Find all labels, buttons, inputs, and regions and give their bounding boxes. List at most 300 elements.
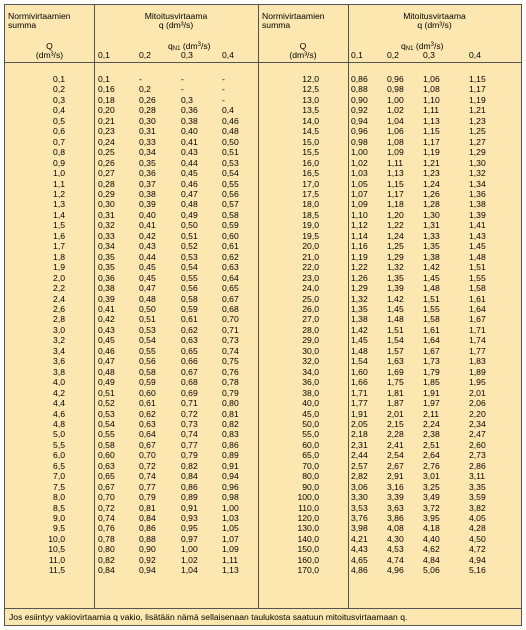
rate-cell: 0,54 [139, 335, 156, 346]
rate-cell: 1,31 [423, 220, 440, 231]
rate-label-line2: q (dm³/s) [417, 20, 452, 30]
rate-cell: 1,11 [222, 554, 239, 565]
rate-cell: 1,64 [423, 335, 440, 346]
rate-cell: 1,32 [387, 262, 404, 273]
rate-cell: 1,51 [469, 262, 486, 273]
q-cell: 8,5 [53, 502, 65, 513]
rate-cell: 1,51 [423, 293, 440, 304]
rate-cell: 0,63 [98, 460, 115, 471]
q-cell: 140,0 [297, 533, 319, 544]
rate-cell: 1,38 [351, 314, 368, 325]
rate-cell: - [222, 94, 225, 105]
rate-cell: 0,67 [181, 366, 198, 377]
rate-cell: 0,74 [222, 345, 239, 356]
rate-cell: 1,38 [423, 251, 440, 262]
rate-cell: - [181, 84, 184, 95]
rate-cell: 2,34 [469, 418, 486, 429]
rate-cell: 1,14 [351, 230, 368, 241]
rate-cell: 3,95 [423, 513, 440, 524]
rate-cell: 1,12 [351, 220, 368, 231]
rate-cell: 0,61 [222, 241, 239, 252]
q-cell: 6,5 [53, 460, 65, 471]
rate-cell: 0,73 [181, 418, 198, 429]
rate-cell: 0,91 [181, 502, 198, 513]
rate-cell: 1,21 [469, 105, 486, 116]
q-cell: 170,0 [297, 565, 319, 576]
rate-cell: 1,22 [351, 262, 368, 273]
rate-cell: 0,63 [222, 262, 239, 273]
q-label: Q [299, 41, 307, 51]
rate-cell: 0,36 [139, 168, 156, 179]
rate-cell: 2,60 [469, 439, 486, 450]
sum-label-line2: summa [262, 20, 291, 30]
rate-cell: 0,48 [181, 199, 198, 210]
rate-cell: 0,61 [139, 398, 156, 409]
rate-cell: 0,28 [98, 178, 115, 189]
right-rate-column-03 [423, 74, 440, 576]
rate-cell: 0,67 [139, 439, 156, 450]
q-cell: 4,4 [53, 398, 65, 409]
rate-cell: 0,55 [139, 345, 156, 356]
rate-cell: 2,51 [423, 439, 440, 450]
rate-cell: 0,35 [98, 251, 115, 262]
rate-cell: 1,77 [469, 345, 486, 356]
rate-cell: 0,49 [98, 377, 115, 388]
rate-label-line1: Mitoitusvirtaama [144, 11, 208, 21]
rate-cell: 0,29 [98, 188, 115, 199]
rate-cell: 1,45 [469, 241, 486, 252]
rate-cell: 0,50 [139, 303, 156, 314]
rate-cell: - [222, 74, 225, 84]
rate-cell: 0,41 [98, 303, 115, 314]
rate-cell: 0,60 [139, 387, 156, 398]
rate-cell: 1,02 [181, 554, 198, 565]
rate-cell: 0,65 [181, 345, 198, 356]
rate-cell: 4,50 [469, 533, 486, 544]
rate-cell: 4,62 [423, 544, 440, 555]
q-cell: 4,0 [53, 377, 65, 388]
rate-cell: 0,60 [222, 230, 239, 241]
rate-cell: 0,26 [98, 157, 115, 168]
rate-cell: 0,98 [351, 136, 368, 147]
q-cell: 3,0 [53, 324, 65, 335]
rate-cell: 1,71 [469, 324, 486, 335]
sum-label-line1: Normivirtaamien [262, 11, 325, 21]
rate-cell: 0,53 [98, 408, 115, 419]
q-cell: 2,2 [53, 283, 65, 294]
rate-cell: 0,50 [222, 136, 239, 147]
qn-label: $q_{N1}$ $(dm^3/s)$ [401, 41, 444, 52]
q-cell: 4,8 [53, 418, 65, 429]
rate-cell: 0,49 [181, 209, 198, 220]
rate-cell: 1,24 [387, 230, 404, 241]
rate-cell: 0,43 [98, 324, 115, 335]
rate-cell: 1,51 [387, 324, 404, 335]
q-cell: 5,5 [53, 439, 65, 450]
rate-cell: 0,93 [181, 513, 198, 524]
rate-cell: 1,06 [423, 74, 440, 84]
rate-cell: 1,95 [469, 377, 486, 388]
q-cell: 9,0 [53, 513, 65, 524]
rate-cell: 1,32 [351, 293, 368, 304]
rate-cell: - [139, 74, 142, 84]
rate-cell: 0,35 [139, 157, 156, 168]
rate-cell: 1,03 [222, 513, 239, 524]
rate-cell: 0,56 [181, 283, 198, 294]
rate-cell: 1,67 [469, 314, 486, 325]
q-cell: 21,0 [302, 251, 319, 262]
rate-cell: 0,54 [181, 262, 198, 273]
rate-cell: 2,38 [423, 429, 440, 440]
q-cell: 80,0 [302, 471, 319, 482]
rate-cell: 1,00 [222, 502, 239, 513]
rate-cell: 0,96 [222, 481, 239, 492]
rate-cell: 1,58 [469, 283, 486, 294]
rate-cell: 1,09 [222, 544, 239, 555]
rate-cell: 2,41 [387, 439, 404, 450]
subcol-label: 0,2 [139, 50, 151, 60]
rate-cell: 0,84 [139, 513, 156, 524]
rate-cell: 0,31 [98, 209, 115, 220]
rate-cell: 1,83 [469, 356, 486, 367]
rate-cell: 1,45 [351, 335, 368, 346]
q-cell: 1,1 [53, 178, 65, 189]
rate-cell: 3,01 [423, 471, 440, 482]
q-cell: 4,6 [53, 408, 65, 419]
rate-cell: 0,4 [222, 105, 234, 116]
rate-cell: 3,82 [469, 502, 486, 513]
rate-cell: 0,3 [181, 94, 193, 105]
rate-cell: 0,58 [222, 209, 239, 220]
rate-cell: 1,91 [351, 408, 368, 419]
rate-cell: 1,60 [351, 366, 368, 377]
q-cell: 1,8 [53, 251, 65, 262]
rate-cell: 1,08 [387, 136, 404, 147]
rate-cell: 2,57 [351, 460, 368, 471]
q-cell: 1,9 [53, 262, 65, 273]
rate-cell: 2,67 [387, 460, 404, 471]
q-cell: 100,0 [297, 492, 319, 503]
q-cell: 45,0 [302, 408, 319, 419]
rate-cell: 0,53 [222, 157, 239, 168]
rate-cell: 0,58 [98, 439, 115, 450]
rate-cell: 3,72 [423, 502, 440, 513]
rate-cell: 0,69 [181, 387, 198, 398]
q-cell: 27,0 [302, 314, 319, 325]
rate-cell: 1,89 [469, 366, 486, 377]
q-cell: 16,5 [302, 168, 319, 179]
rate-cell: 0,70 [222, 314, 239, 325]
rate-cell: 1,16 [351, 241, 368, 252]
q-cell: 38,0 [302, 387, 319, 398]
rate-cell: 0,46 [181, 178, 198, 189]
rate-cell: 0,51 [98, 387, 115, 398]
rate-cell: 0,62 [181, 324, 198, 335]
rate-cell: 1,42 [423, 262, 440, 273]
rate-cell: 1,91 [423, 387, 440, 398]
q-cell: 16,0 [302, 157, 319, 168]
rate-cell: 0,38 [139, 188, 156, 199]
rate-cell: 0,81 [222, 408, 239, 419]
q-cell: 6,0 [53, 450, 65, 461]
rate-cell: 1,23 [469, 115, 486, 126]
left-rate-column-03 [181, 74, 198, 576]
q-cell: 60,0 [302, 439, 319, 450]
rate-cell: 0,83 [222, 429, 239, 440]
rate-cell: 1,19 [423, 147, 440, 158]
rate-cell: 1,43 [469, 230, 486, 241]
rate-cell: 1,27 [469, 136, 486, 147]
q-cell: 26,0 [302, 303, 319, 314]
rate-cell: 4,72 [469, 544, 486, 555]
rate-cell: 1,04 [181, 565, 198, 576]
q-cell: 0,5 [53, 115, 65, 126]
q-cell: 9,5 [53, 523, 65, 534]
q-cell: 12,5 [302, 84, 319, 95]
rate-cell: 4,43 [351, 544, 368, 555]
q-cell: 32,0 [302, 356, 319, 367]
rate-cell: 1,69 [387, 366, 404, 377]
footer-divider [5, 608, 521, 609]
rate-cell: 1,48 [387, 314, 404, 325]
rate-cell: 3,16 [387, 481, 404, 492]
rate-cell: 5,06 [423, 565, 440, 576]
rate-cell: 1,26 [423, 188, 440, 199]
rate-cell: 0,30 [98, 199, 115, 210]
column-divider [348, 5, 349, 608]
rate-cell: 2,18 [351, 429, 368, 440]
rate-cell: 0,72 [139, 460, 156, 471]
rate-cell: 0,92 [139, 554, 156, 565]
rate-cell: 0,88 [139, 533, 156, 544]
rate-cell: 0,31 [139, 126, 156, 137]
rate-cell: 1,30 [469, 157, 486, 168]
rate-cell: 1,19 [351, 251, 368, 262]
rate-cell: 0,48 [139, 293, 156, 304]
rate-cell: 0,52 [181, 241, 198, 252]
rate-cell: 1,07 [351, 188, 368, 199]
rate-cell: 3,39 [387, 492, 404, 503]
rate-cell: 0,58 [181, 293, 198, 304]
q-cell: 70,0 [302, 460, 319, 471]
rate-cell: 2,82 [351, 471, 368, 482]
q-cell: 20,0 [302, 241, 319, 252]
right-q-column [275, 74, 319, 576]
rate-cell: 0,63 [181, 335, 198, 346]
rate-cell: 3,35 [469, 481, 486, 492]
rate-cell: 1,55 [423, 303, 440, 314]
rate-cell: 1,79 [423, 366, 440, 377]
q-cell: 150,0 [297, 544, 319, 555]
q-cell: 2,8 [53, 314, 65, 325]
rate-cell: 0,72 [98, 502, 115, 513]
rate-cell: 0,53 [181, 251, 198, 262]
rate-cell: 0,38 [98, 283, 115, 294]
rate-cell: 0,62 [139, 408, 156, 419]
rate-cell: 4,96 [387, 565, 404, 576]
rate-cell: 0,82 [181, 460, 198, 471]
rate-cell: 0,84 [98, 565, 115, 576]
rate-cell: 0,36 [181, 105, 198, 116]
rate-cell: 0,67 [222, 293, 239, 304]
rate-cell: 4,30 [387, 533, 404, 544]
rate-cell: 1,48 [351, 345, 368, 356]
rate-cell: 1,54 [351, 356, 368, 367]
rate-cell: 0,78 [98, 533, 115, 544]
rate-cell: 0,37 [139, 178, 156, 189]
rate-cell: 1,26 [351, 272, 368, 283]
q-cell: 2,4 [53, 293, 65, 304]
rate-cell: 0,94 [351, 115, 368, 126]
rate-cell: 0,76 [98, 523, 115, 534]
rate-cell: 0,86 [139, 523, 156, 534]
rate-cell: 1,36 [469, 188, 486, 199]
rate-cell: 0,20 [98, 105, 115, 116]
rate-cell: 1,17 [423, 136, 440, 147]
rate-cell: 3,49 [423, 492, 440, 503]
rate-cell: 2,73 [469, 450, 486, 461]
rate-cell: 3,06 [351, 481, 368, 492]
rate-cell: 2,20 [469, 408, 486, 419]
rate-cell: 0,90 [139, 544, 156, 555]
column-divider [94, 5, 95, 608]
rate-cell: 0,1 [98, 74, 110, 84]
q-cell: 1,3 [53, 199, 65, 210]
rate-cell: 0,34 [139, 147, 156, 158]
q-unit: (dm³/s) [35, 50, 64, 60]
rate-cell: 0,63 [139, 418, 156, 429]
rate-cell: 0,33 [98, 230, 115, 241]
rate-cell: 1,15 [423, 126, 440, 137]
q-cell: 12,0 [302, 74, 319, 84]
rate-cell: 0,42 [98, 314, 115, 325]
rate-cell: 1,42 [387, 293, 404, 304]
q-cell: 1,4 [53, 209, 65, 220]
q-cell: 36,0 [302, 377, 319, 388]
rate-cell: 1,17 [387, 188, 404, 199]
center-divider [258, 5, 259, 608]
rate-cell: 1,54 [387, 335, 404, 346]
rate-cell: 0,33 [139, 136, 156, 147]
rate-cell: 1,10 [423, 94, 440, 105]
rate-cell: 1,74 [469, 335, 486, 346]
rate-cell: 1,15 [387, 178, 404, 189]
left-rate-column-02 [139, 74, 156, 576]
rate-cell: 0,88 [351, 84, 368, 95]
rate-cell: 1,57 [387, 345, 404, 356]
rate-cell: 3,76 [351, 513, 368, 524]
rate-cell: 1,19 [469, 94, 486, 105]
rate-cell: 1,00 [351, 147, 368, 158]
rate-cell: 1,77 [351, 398, 368, 409]
rate-cell: 0,45 [98, 335, 115, 346]
rate-cell: 0,82 [98, 554, 115, 565]
rate-cell: 4,21 [351, 533, 368, 544]
rate-cell: 0,41 [181, 136, 198, 147]
rate-cell: 0,82 [222, 418, 239, 429]
right-rate-column-02 [387, 74, 404, 576]
rate-cell: 0,94 [139, 565, 156, 576]
rate-cell: 0,96 [351, 126, 368, 137]
rate-cell: 0,95 [181, 523, 198, 534]
rate-cell: 1,00 [387, 94, 404, 105]
rate-cell: 4,84 [423, 554, 440, 565]
rate-cell: 0,45 [139, 272, 156, 283]
rate-cell: 1,24 [423, 178, 440, 189]
q-cell: 3,4 [53, 345, 65, 356]
q-cell: 15,5 [302, 147, 319, 158]
rate-cell: 1,35 [351, 303, 368, 314]
rate-cell: 0,23 [98, 126, 115, 137]
q-cell: 8,0 [53, 492, 65, 503]
rate-cell: 0,68 [222, 303, 239, 314]
rate-cell: 0,67 [98, 481, 115, 492]
rate-cell: 4,53 [387, 544, 404, 555]
q-cell: 65,0 [302, 450, 319, 461]
rate-cell: 1,07 [222, 533, 239, 544]
rate-cell: 0,40 [139, 209, 156, 220]
rate-cell: 4,94 [469, 554, 486, 565]
q-cell: 3,2 [53, 335, 65, 346]
q-cell: 2,0 [53, 272, 65, 283]
rate-cell: 3,25 [423, 481, 440, 492]
subcol-label: 0,1 [98, 50, 110, 60]
rate-cell: 0,55 [98, 429, 115, 440]
rate-cell: 2,28 [387, 429, 404, 440]
rate-cell: 0,45 [181, 168, 198, 179]
rate-cell: 1,66 [351, 377, 368, 388]
rate-cell: 2,64 [423, 450, 440, 461]
rate-cell: 1,61 [423, 324, 440, 335]
q-cell: 160,0 [297, 554, 319, 565]
rate-cell: 0,71 [222, 324, 239, 335]
rate-cell: 0,30 [139, 115, 156, 126]
rate-cell: 1,71 [351, 387, 368, 398]
rate-cell: 0,80 [222, 398, 239, 409]
q-cell: 50,0 [302, 418, 319, 429]
rate-cell: 1,29 [351, 283, 368, 294]
rate-cell: 0,28 [139, 105, 156, 116]
rate-cell: 1,85 [423, 377, 440, 388]
rate-cell: 1,33 [423, 230, 440, 241]
rate-cell: 0,91 [222, 460, 239, 471]
rate-cell: 0,70 [139, 450, 156, 461]
rate-cell: 0,47 [98, 356, 115, 367]
q-cell: 22,0 [302, 262, 319, 273]
rate-cell: 0,45 [139, 262, 156, 273]
rate-cell: 0,56 [139, 356, 156, 367]
q-cell: 4,2 [53, 387, 65, 398]
rate-cell: 0,98 [222, 492, 239, 503]
rate-cell: 0,36 [98, 272, 115, 283]
subcol-label: 0,4 [222, 50, 234, 60]
rate-cell: 0,58 [139, 366, 156, 377]
rate-cell: 1,97 [423, 398, 440, 409]
rate-cell: 1,39 [469, 209, 486, 220]
rate-cell: 0,65 [222, 283, 239, 294]
rate-cell: 0,48 [98, 366, 115, 377]
rate-cell: 1,67 [423, 345, 440, 356]
q-cell: 3,6 [53, 356, 65, 367]
q-unit: (dm³/s) [289, 50, 317, 60]
rate-cell: 1,20 [387, 209, 404, 220]
rate-cell: 4,18 [423, 523, 440, 534]
rate-cell: 0,94 [222, 471, 239, 482]
rate-cell: 2,15 [387, 418, 404, 429]
rate-cell: 0,96 [387, 74, 404, 84]
q-cell: 0,2 [53, 84, 65, 95]
rate-cell: 0,51 [181, 230, 198, 241]
